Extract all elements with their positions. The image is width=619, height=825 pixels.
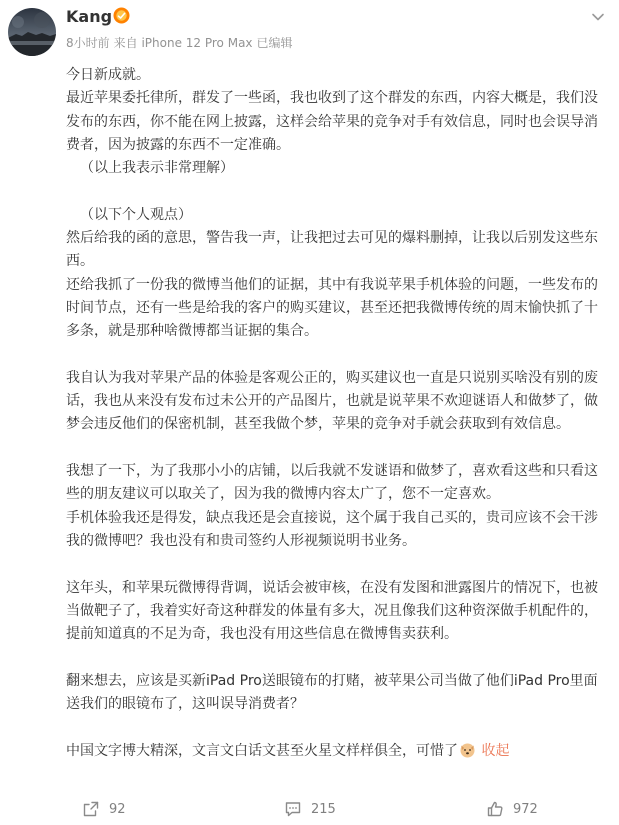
comment-icon bbox=[284, 800, 302, 818]
repost-count: 92 bbox=[109, 801, 126, 817]
edited-label[interactable]: 已编辑 bbox=[256, 36, 293, 50]
post-paragraph: （以上我表示非常理解） bbox=[80, 160, 234, 177]
paragraph-gap bbox=[66, 437, 609, 460]
author-name[interactable]: Kang bbox=[66, 7, 113, 26]
avatar[interactable] bbox=[8, 8, 56, 56]
post-paragraph: 这年头，和苹果玩微博得背调，说话会被审核，在没有发图和泄露图片的情况下，也被当做靶子了，我着实好奇这种群发的体量有多大，况且像我们这种资深做手机配件的，提前知道真的不足为奇，我也没有用这些信息在微博售卖获利。 bbox=[66, 579, 598, 643]
post-paragraph: 我想了一下，为了我那小小的店铺，以后我就不发谜语和做梦了，喜欢看这些和只看这些的朋友建议可以取关了，因为我的微博内容太广了，您不一定喜欢。 bbox=[66, 463, 598, 503]
paragraph-gap bbox=[66, 180, 609, 203]
post-source: 来自 iPhone 12 Pro Max bbox=[113, 36, 253, 50]
avatar-image bbox=[8, 8, 56, 56]
repost-button[interactable] bbox=[82, 796, 126, 822]
post-paragraph: 手机体验我还是得发，缺点我还是会直接说，这个属于我自己买的，贵司应该不会干涉我的微博吧？我也没有和贵司签约人形视频说明书业务。 bbox=[66, 509, 598, 549]
comment-count: 215 bbox=[311, 801, 336, 817]
post-last-paragraph bbox=[66, 740, 609, 763]
post-text bbox=[66, 64, 609, 763]
paragraph-gap bbox=[66, 646, 609, 669]
chevron-down-icon[interactable] bbox=[587, 6, 609, 28]
thumbs-up-icon bbox=[486, 800, 504, 818]
paragraph-gap bbox=[66, 344, 609, 367]
post-header bbox=[0, 0, 619, 62]
paragraph-gap bbox=[66, 716, 609, 739]
post-paragraph: 翻来想去，应该是买新iPad Pro送眼镜布的打赌，被苹果公司当做了他们iPad Pro里面送我们的眼镜布了，这叫误导消费者？ bbox=[66, 672, 598, 713]
post-paragraph: 还给我抓了一份我的微博当他们的证据，其中有我说苹果手机体验的问题，一些发布的时间节点，还有一些是给我的客户的购买建议，甚至还把我微博传统的周末愉快抓了十多条，就是那种啥微博都当证据的集合。 bbox=[66, 276, 598, 340]
post-paragraph: （以下个人观点） bbox=[80, 206, 192, 223]
post-paragraph: 今日新成就。 bbox=[66, 67, 150, 83]
post-paragraph: 然后给我的函的意思，警告我一声，让我把过去可见的爆料删掉，让我以后别发这些东西。 bbox=[66, 230, 598, 270]
collapse-link[interactable]: 收起 bbox=[481, 742, 510, 759]
post-time[interactable]: 8小时前 bbox=[66, 36, 110, 50]
paragraph-gap bbox=[66, 553, 609, 576]
verified-badge-icon bbox=[113, 7, 130, 24]
post-paragraph: 最近苹果委托律所，群发了一些函，我也收到了这个群发的东西，内容大概是，我们没发布的东西，你不能在网上披露，这样会给苹果的竞争对手有效信息，同时也会误导消费者，因为披露的东西不一定准确。 bbox=[66, 90, 598, 153]
repost-icon bbox=[82, 800, 100, 818]
post-paragraph: 我自认为我对苹果产品的体验是客观公正的，购买建议也一直是只说别买啥没有别的废话，我也从来没有发布过未公开的产品图片，也就是说苹果不欢迎谜语人和做梦了，做梦会违反他们的保密机制，甚至我做个梦，苹果的竞争对手就会获取到有效信息。 bbox=[66, 369, 598, 433]
comment-button[interactable] bbox=[284, 796, 336, 822]
action-bar bbox=[0, 796, 619, 822]
doge-emoji-icon bbox=[459, 742, 476, 758]
like-count: 972 bbox=[513, 801, 538, 817]
like-button[interactable] bbox=[486, 796, 538, 822]
post-meta bbox=[66, 35, 297, 51]
post-paragraph-text: 中国文字博大精深，文言文白话文甚至火星文样样俱全，可惜了 bbox=[66, 742, 458, 759]
